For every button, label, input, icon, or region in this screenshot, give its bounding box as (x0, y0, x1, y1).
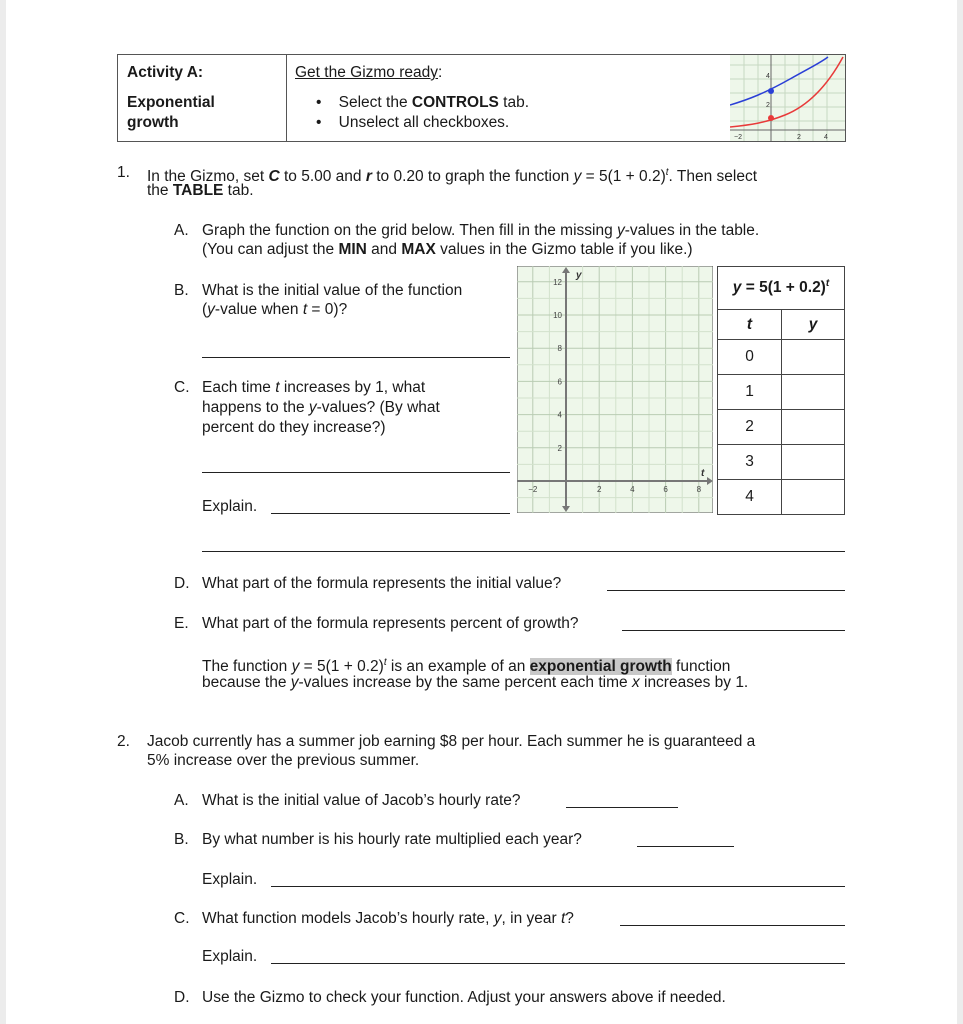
s: to 0.20 to graph the function (371, 168, 574, 186)
q2-text-2: 5% increase over the previous summer. (147, 752, 420, 769)
s: TABLE (172, 182, 224, 199)
s: y (207, 301, 215, 318)
s: because the (202, 674, 291, 691)
function-table (717, 266, 845, 515)
s: the (147, 182, 173, 199)
svg-text:2: 2 (797, 134, 801, 141)
q2-number: 2. (117, 733, 130, 750)
s: is an example of an (386, 658, 530, 676)
s: t (302, 301, 308, 318)
s: Select the (338, 94, 412, 111)
s: and (366, 241, 402, 258)
s: t (275, 379, 280, 396)
col-header-t: t (718, 310, 782, 340)
s: y (573, 168, 582, 186)
q1b-answer-line[interactable] (202, 357, 510, 358)
q2b-explain-line[interactable] (271, 886, 845, 887)
s: tab. (498, 94, 530, 111)
q2a-label: A. (174, 792, 189, 809)
t-cell: 0 (718, 340, 782, 375)
s: = 5(1 + 0.2) (581, 168, 666, 186)
q1c-text (202, 378, 425, 397)
s: increases by 1. (639, 674, 749, 691)
s: y (308, 399, 317, 416)
s: -values? (By what (316, 399, 440, 416)
s: t (825, 278, 830, 290)
s: x (631, 674, 640, 691)
svg-text:4: 4 (766, 73, 770, 80)
table-row (718, 340, 845, 375)
s: happens to the (202, 399, 309, 416)
exponential-graph-thumbnail-icon (730, 55, 845, 141)
q2c-text (202, 909, 574, 928)
s: t (560, 910, 566, 927)
x-tick-label: 2 (596, 485, 602, 494)
y-tick-label: 4 (557, 410, 562, 420)
svg-text:−2: −2 (734, 134, 742, 141)
q1b-text-2 (202, 300, 347, 319)
highlighted-term: exponential growth (529, 658, 672, 676)
q2a-text: What is the initial value of Jacob’s hourly rate? (202, 792, 521, 809)
s: ? (565, 910, 574, 927)
q2c-explain-label: Explain. (202, 948, 258, 965)
q1a-text (202, 221, 759, 240)
svg-text:2: 2 (766, 102, 770, 109)
svg-text:4: 4 (824, 134, 828, 141)
table-row (718, 445, 845, 480)
s: -values increase by the same percent each time (298, 674, 632, 691)
s: What function models Jacob’s hourly rate, (202, 910, 494, 927)
col-header-y: y (782, 310, 845, 340)
s: = 0)? (307, 301, 348, 318)
t-cell: 3 (718, 445, 782, 480)
s: r (365, 168, 372, 186)
s: = 5(1 + 0.2) (299, 658, 384, 676)
s: increases by 1, what (279, 379, 426, 396)
s: MAX (401, 241, 436, 258)
q1d-text: What part of the formula represents the initial value? (202, 575, 562, 592)
y-tick-label: 12 (553, 277, 562, 287)
table-row (718, 375, 845, 410)
grid-background (517, 266, 713, 513)
x-tick-label: 8 (696, 485, 702, 494)
activity-label: Activity A: (127, 64, 204, 81)
y-tick-label: 8 (557, 344, 562, 354)
y-axis-label: y (576, 270, 582, 281)
s: y (291, 658, 300, 676)
q2c-label: C. (174, 910, 190, 927)
s: ( (202, 301, 208, 318)
s: t (665, 167, 669, 178)
t-cell: 2 (718, 410, 782, 445)
s: values in the Gizmo table if you like.) (435, 241, 693, 258)
activity-topic: Exponential (127, 94, 215, 111)
ready-text: Get the Gizmo ready (295, 64, 439, 81)
y-tick-label: 6 (557, 377, 562, 387)
s: to 5.00 and (279, 168, 366, 186)
colon: : (438, 64, 443, 81)
s: tab. (223, 182, 254, 199)
q1c-text-2 (202, 398, 440, 417)
q1c-explain-label: Explain. (202, 498, 258, 515)
q2-text: Jacob currently has a summer job earning $8 per hour. Each summer he is guaranteed a (147, 733, 756, 750)
s: = 5(1 + 0.2) (741, 279, 826, 297)
table-row (718, 410, 845, 445)
y-input-cell[interactable] (782, 375, 845, 410)
activity-topic-2: growth (127, 114, 179, 131)
s: In the Gizmo, set (147, 168, 269, 186)
q1e-text: What part of the formula represents percent of growth? (202, 615, 579, 632)
s: C (268, 168, 280, 186)
x-tick-label: 6 (663, 485, 668, 494)
q1c-explain-line-2[interactable] (202, 551, 845, 552)
q2b-text: By what number is his hourly rate multiplied each year? (202, 831, 582, 848)
y-input-cell[interactable] (782, 480, 845, 515)
header-divider (286, 55, 287, 141)
activity-header-box (117, 54, 846, 142)
t-cell: 4 (718, 480, 782, 515)
s: CONTROLS (411, 94, 499, 111)
blank-graph-grid[interactable] (517, 266, 713, 513)
y-tick-label: 10 (553, 311, 562, 320)
q2b-answer-line[interactable] (637, 846, 734, 847)
q1c-answer-line[interactable] (202, 472, 510, 473)
s: MIN (338, 241, 367, 258)
q1b-label: B. (174, 282, 189, 299)
s: Unselect all checkboxes. (338, 114, 510, 131)
q1a-text-2 (202, 240, 693, 259)
s: y (290, 674, 299, 691)
y-input-cell[interactable] (782, 340, 845, 375)
q1e-answer-line[interactable] (622, 630, 845, 631)
gizmo-ready-heading (295, 63, 442, 82)
q1c-label: C. (174, 379, 190, 396)
bullet-checkboxes: • Unselect all checkboxes. (316, 114, 510, 131)
q2d-text: Use the Gizmo to check your function. Adjust your answers above if needed. (202, 989, 726, 1006)
s: The function (202, 658, 292, 676)
s: Graph the function on the grid below. Then fill in the missing (202, 222, 618, 239)
q2d-label: D. (174, 989, 190, 1006)
s: Each time (202, 379, 276, 396)
s: -values in the table. (624, 222, 760, 239)
q1c-text-3: percent do they increase?) (202, 419, 386, 436)
bullet-controls: • Select the CONTROLS tab. (316, 94, 530, 111)
t-cell: 1 (718, 375, 782, 410)
q1c-explain-line[interactable] (271, 513, 510, 514)
note-text-2 (202, 673, 748, 692)
s: function (671, 658, 731, 676)
s: t (383, 657, 387, 668)
q2b-explain-label: Explain. (202, 871, 258, 888)
q1d-label: D. (174, 575, 190, 592)
s: (You can adjust the (202, 241, 339, 258)
q1-text-2 (147, 181, 254, 200)
q2a-answer-line[interactable] (566, 807, 678, 808)
q2c-explain-line[interactable] (271, 963, 845, 964)
s: y (617, 222, 625, 239)
q2c-answer-line[interactable] (620, 925, 845, 926)
x-tick-label: 4 (630, 485, 635, 494)
x-axis-label: t (701, 468, 705, 479)
q1d-answer-line[interactable] (607, 590, 845, 591)
table-row (718, 480, 845, 515)
s: , in year (501, 910, 561, 927)
table-title (718, 267, 845, 310)
q1-number: 1. (117, 164, 130, 181)
x-tick-label: −2 (528, 485, 538, 494)
q1e-label: E. (174, 615, 189, 632)
y-tick-label: 2 (557, 443, 562, 453)
s: y (732, 279, 742, 297)
y-input-cell[interactable] (782, 410, 845, 445)
q2b-label: B. (174, 831, 189, 848)
y-input-cell[interactable] (782, 445, 845, 480)
s: y (493, 910, 502, 927)
q1b-text: What is the initial value of the function (202, 282, 463, 299)
q1a-label: A. (174, 222, 189, 239)
s: -value when (214, 301, 303, 318)
s: . Then select (668, 168, 758, 186)
